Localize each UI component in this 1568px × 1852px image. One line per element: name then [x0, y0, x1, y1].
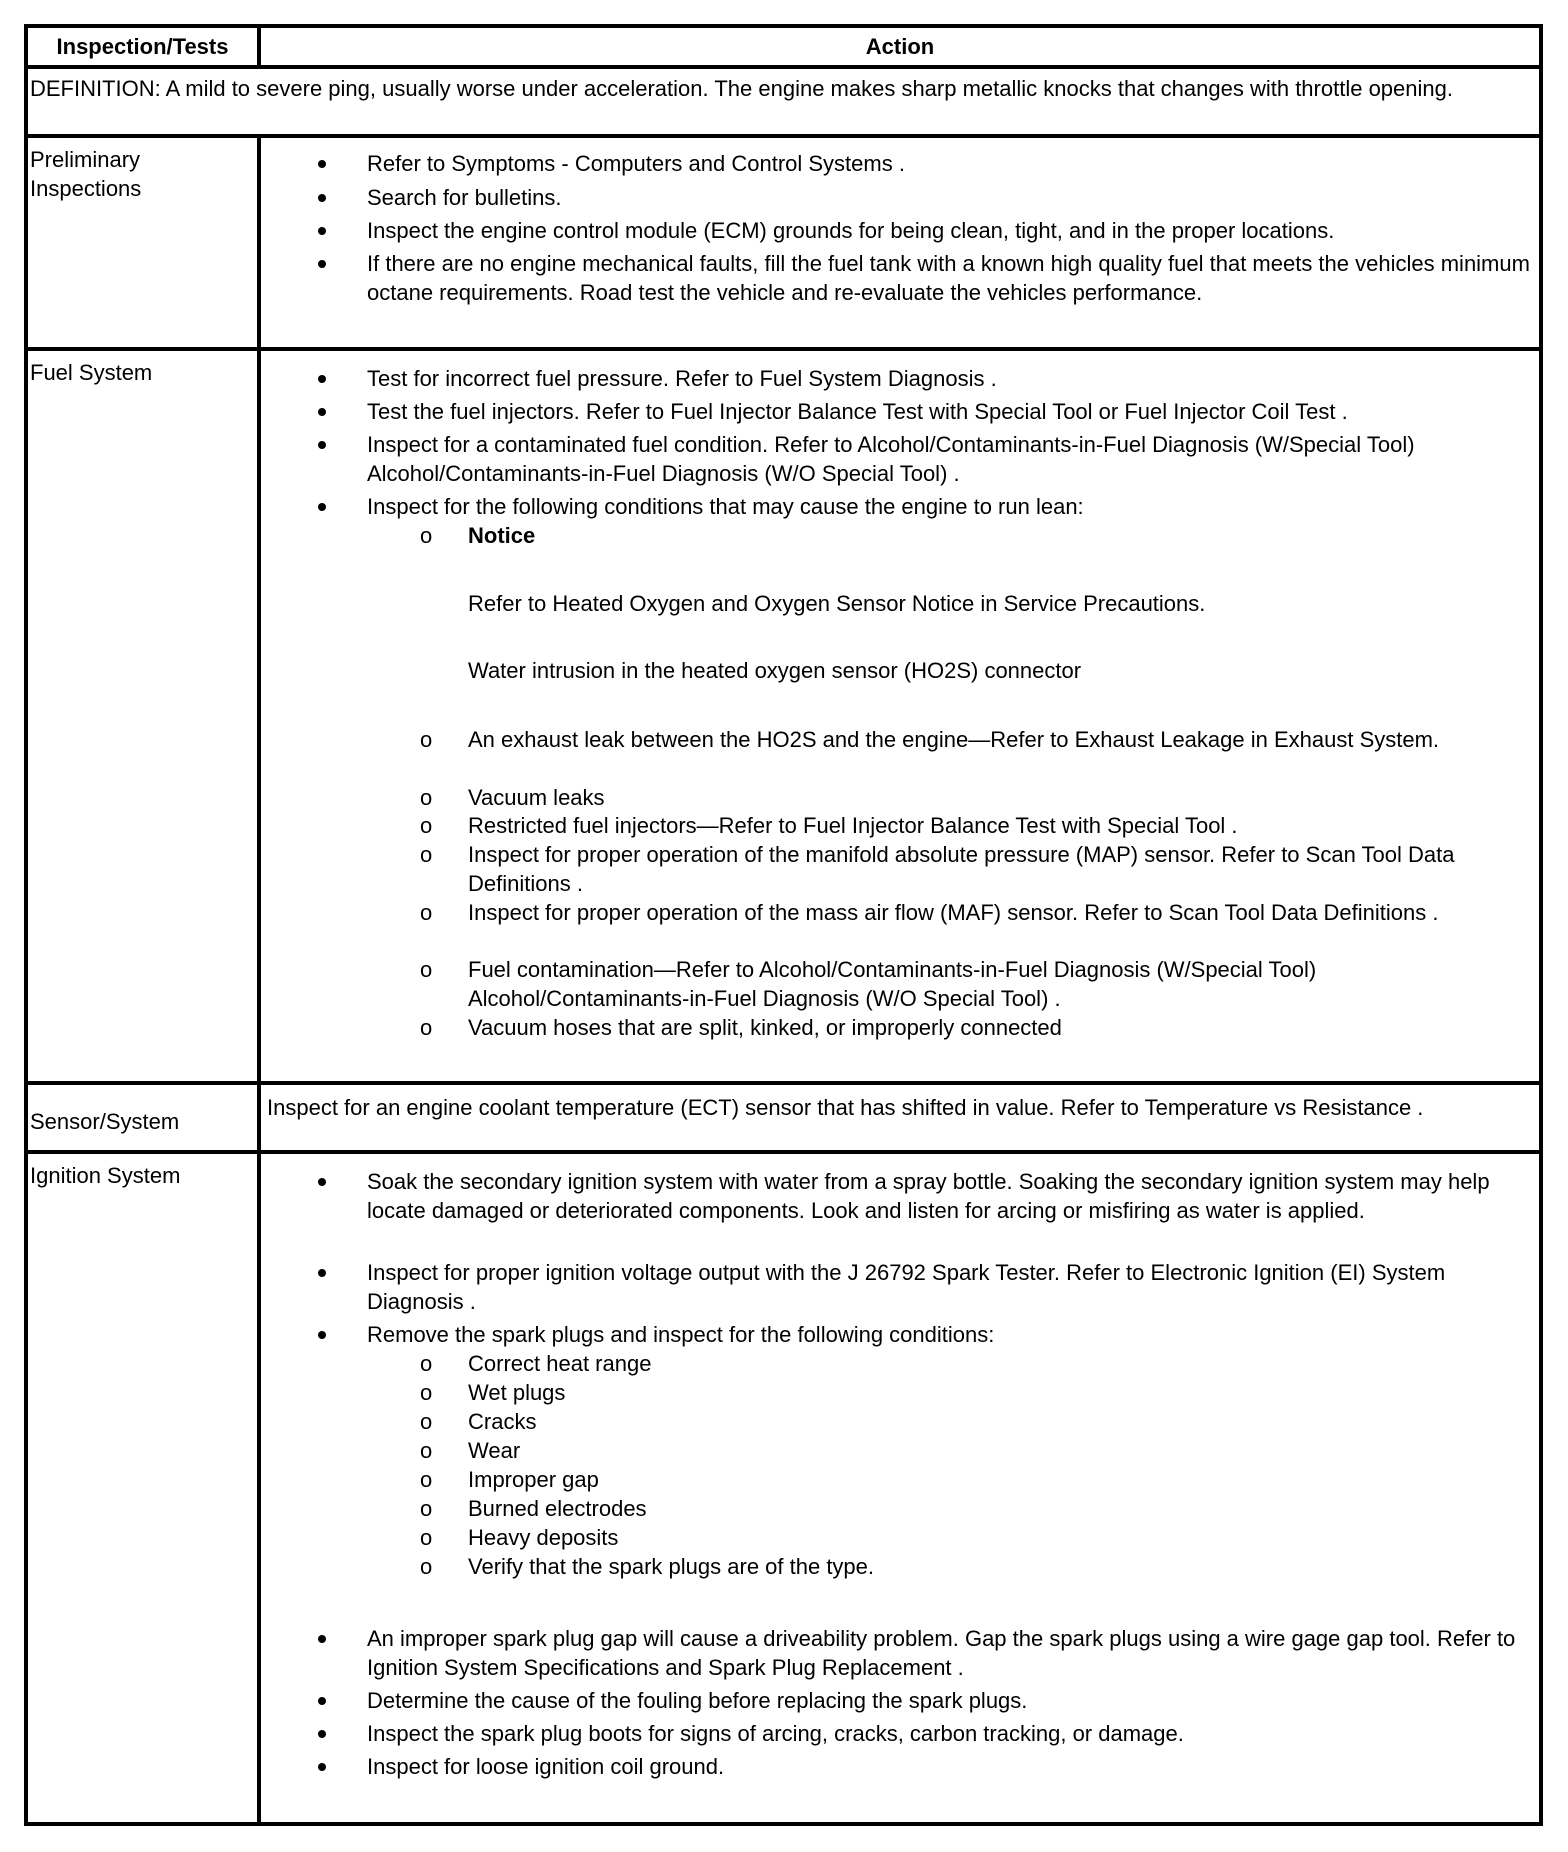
sub-list-item: Wear: [468, 1438, 521, 1463]
bullet-icon: [318, 260, 326, 268]
header-inspection-tests: Inspection/Tests: [56, 34, 229, 59]
sub-list-item: Restricted fuel injectors—Refer to Fuel Injector Balance Test with Special Tool .: [468, 813, 1238, 838]
notice-title: Notice: [468, 523, 536, 548]
bullet-icon: [318, 1697, 326, 1705]
list-item: Determine the cause of the fouling before replacing the spark plugs.: [367, 1688, 1028, 1713]
bullet-icon: [318, 1331, 326, 1339]
list-item: Refer to Symptoms - Computers and Control Systems .: [367, 151, 905, 176]
bullet-icon: [318, 1763, 326, 1771]
circle-bullet-icon: o: [420, 1496, 433, 1521]
list-item: Inspect the spark plug boots for signs of arcing, cracks, carbon tracking, or damage.: [367, 1721, 1184, 1746]
list-item: Test the fuel injectors. Refer to Fuel Injector Balance Test with Special Tool or Fuel Injector Coil Test .: [367, 399, 1348, 424]
sub-list-item: Cracks: [468, 1409, 537, 1434]
circle-bullet-icon: o: [420, 727, 433, 752]
table-border-left: [24, 24, 28, 1826]
sub-list-item: Improper gap: [468, 1467, 599, 1492]
sub-list-item: Verify that the spark plugs are of the type.: [468, 1554, 875, 1579]
list-item: Test for incorrect fuel pressure. Refer to Fuel System Diagnosis .: [367, 366, 997, 391]
circle-bullet-icon: o: [420, 1554, 433, 1579]
row-divider: [24, 1081, 1543, 1085]
circle-bullet-icon: o: [420, 1015, 433, 1040]
table-border-right: [1539, 24, 1543, 1826]
sub-list-item: Inspect for proper operation of the manifold absolute pressure (MAP) sensor. Refer to Scan Tool Data Definitions .: [468, 842, 1455, 896]
bullet-icon: [318, 160, 326, 168]
bullet-icon: [318, 375, 326, 383]
row-label-ignition-system: Ignition System: [30, 1163, 181, 1188]
sub-list-item: Inspect for proper operation of the mass air flow (MAF) sensor. Refer to Scan Tool Data Definitions .: [468, 900, 1439, 925]
row-divider: [24, 347, 1543, 351]
circle-bullet-icon: o: [420, 813, 433, 838]
circle-bullet-icon: o: [420, 523, 433, 548]
sub-list-item: Vacuum leaks: [468, 785, 605, 810]
circle-bullet-icon: o: [420, 1438, 433, 1463]
column-divider: [257, 134, 261, 1826]
circle-bullet-icon: o: [420, 1467, 433, 1492]
bullet-icon: [318, 227, 326, 235]
sub-list-item: Burned electrodes: [468, 1496, 647, 1521]
notice-item: Water intrusion in the heated oxygen sensor (HO2S) connector: [468, 658, 1082, 683]
sub-list-item: Correct heat range: [468, 1351, 652, 1376]
list-item: Inspect for loose ignition coil ground.: [367, 1754, 725, 1779]
list-item: Inspect the engine control module (ECM) grounds for being clean, tight, and in the proper locations.: [367, 218, 1335, 243]
sensor-system-text: Inspect for an engine coolant temperature (ECT) sensor that has shifted in value. Refer to Temperature vs Resistance .: [267, 1095, 1424, 1120]
list-item: Remove the spark plugs and inspect for the following conditions:: [367, 1322, 995, 1347]
sub-list-item: An exhaust leak between the HO2S and the engine—Refer to Exhaust Leakage in Exhaust System.: [468, 727, 1440, 752]
circle-bullet-icon: o: [420, 1409, 433, 1434]
definition-text: DEFINITION: A mild to severe ping, usually worse under acceleration. The engine makes sharp metallic knocks that changes with throttle opening.: [30, 76, 1453, 101]
circle-bullet-icon: o: [420, 1351, 433, 1376]
row-divider: [24, 134, 1543, 138]
sub-list-item: Heavy deposits: [468, 1525, 619, 1550]
row-divider: [24, 65, 1543, 69]
row-label-sensor-system: Sensor/System: [30, 1109, 180, 1134]
list-item: If there are no engine mechanical faults, fill the fuel tank with a known high quality fuel that meets the vehicles minimum octane requirements. Road test the vehicle and re-evaluate the vehicles performance.: [367, 251, 1530, 305]
bullet-icon: [318, 503, 326, 511]
list-item: Inspect for the following conditions that may cause the engine to run lean:: [367, 494, 1084, 519]
list-item: An improper spark plug gap will cause a driveability problem. Gap the spark plugs using a wire gage gap tool. Refer to Ignition System Specifications and Spark Plug Replacement .: [367, 1626, 1516, 1680]
circle-bullet-icon: o: [420, 785, 433, 810]
list-item: Soak the secondary ignition system with water from a spray bottle. Soaking the secondary ignition system may help locate damaged or deteriorated components. Look and listen for arcing or misfiring as water is applied.: [367, 1169, 1490, 1223]
circle-bullet-icon: o: [420, 1525, 433, 1550]
bullet-icon: [318, 1269, 326, 1277]
header-action: Action: [865, 34, 935, 59]
bullet-icon: [318, 441, 326, 449]
bullet-icon: [318, 408, 326, 416]
bullet-icon: [318, 1178, 326, 1186]
list-item: Search for bulletins.: [367, 185, 562, 210]
bullet-icon: [318, 1730, 326, 1738]
table-border-bottom: [24, 1822, 1543, 1826]
sub-list-item: Fuel contamination—Refer to Alcohol/Contaminants-in-Fuel Diagnosis (W/Special Tool) Alcohol/Contaminants-in-Fuel Diagnosis (W/O Special Tool) .: [468, 957, 1317, 1011]
notice-text: Refer to Heated Oxygen and Oxygen Sensor Notice in Service Precautions.: [468, 591, 1206, 616]
circle-bullet-icon: o: [420, 957, 433, 982]
row-label-preliminary: Preliminary Inspections: [30, 147, 142, 201]
circle-bullet-icon: o: [420, 900, 433, 925]
bullet-icon: [318, 194, 326, 202]
table-border-top: [24, 24, 1543, 28]
row-label-fuel-system: Fuel System: [30, 360, 153, 385]
sub-list-item: Wet plugs: [468, 1380, 566, 1405]
row-divider: [24, 1150, 1543, 1154]
circle-bullet-icon: o: [420, 1380, 433, 1405]
circle-bullet-icon: o: [420, 842, 433, 867]
sub-list-item: Vacuum hoses that are split, kinked, or improperly connected: [468, 1015, 1062, 1040]
list-item: Inspect for proper ignition voltage output with the J 26792 Spark Tester. Refer to Electronic Ignition (EI) System Diagnosis .: [367, 1260, 1446, 1314]
list-item: Inspect for a contaminated fuel condition. Refer to Alcohol/Contaminants-in-Fuel Diagnosis (W/Special Tool) Alcohol/Contaminants-in-Fuel Diagnosis (W/O Special Tool) .: [367, 432, 1415, 486]
bullet-icon: [318, 1635, 326, 1643]
